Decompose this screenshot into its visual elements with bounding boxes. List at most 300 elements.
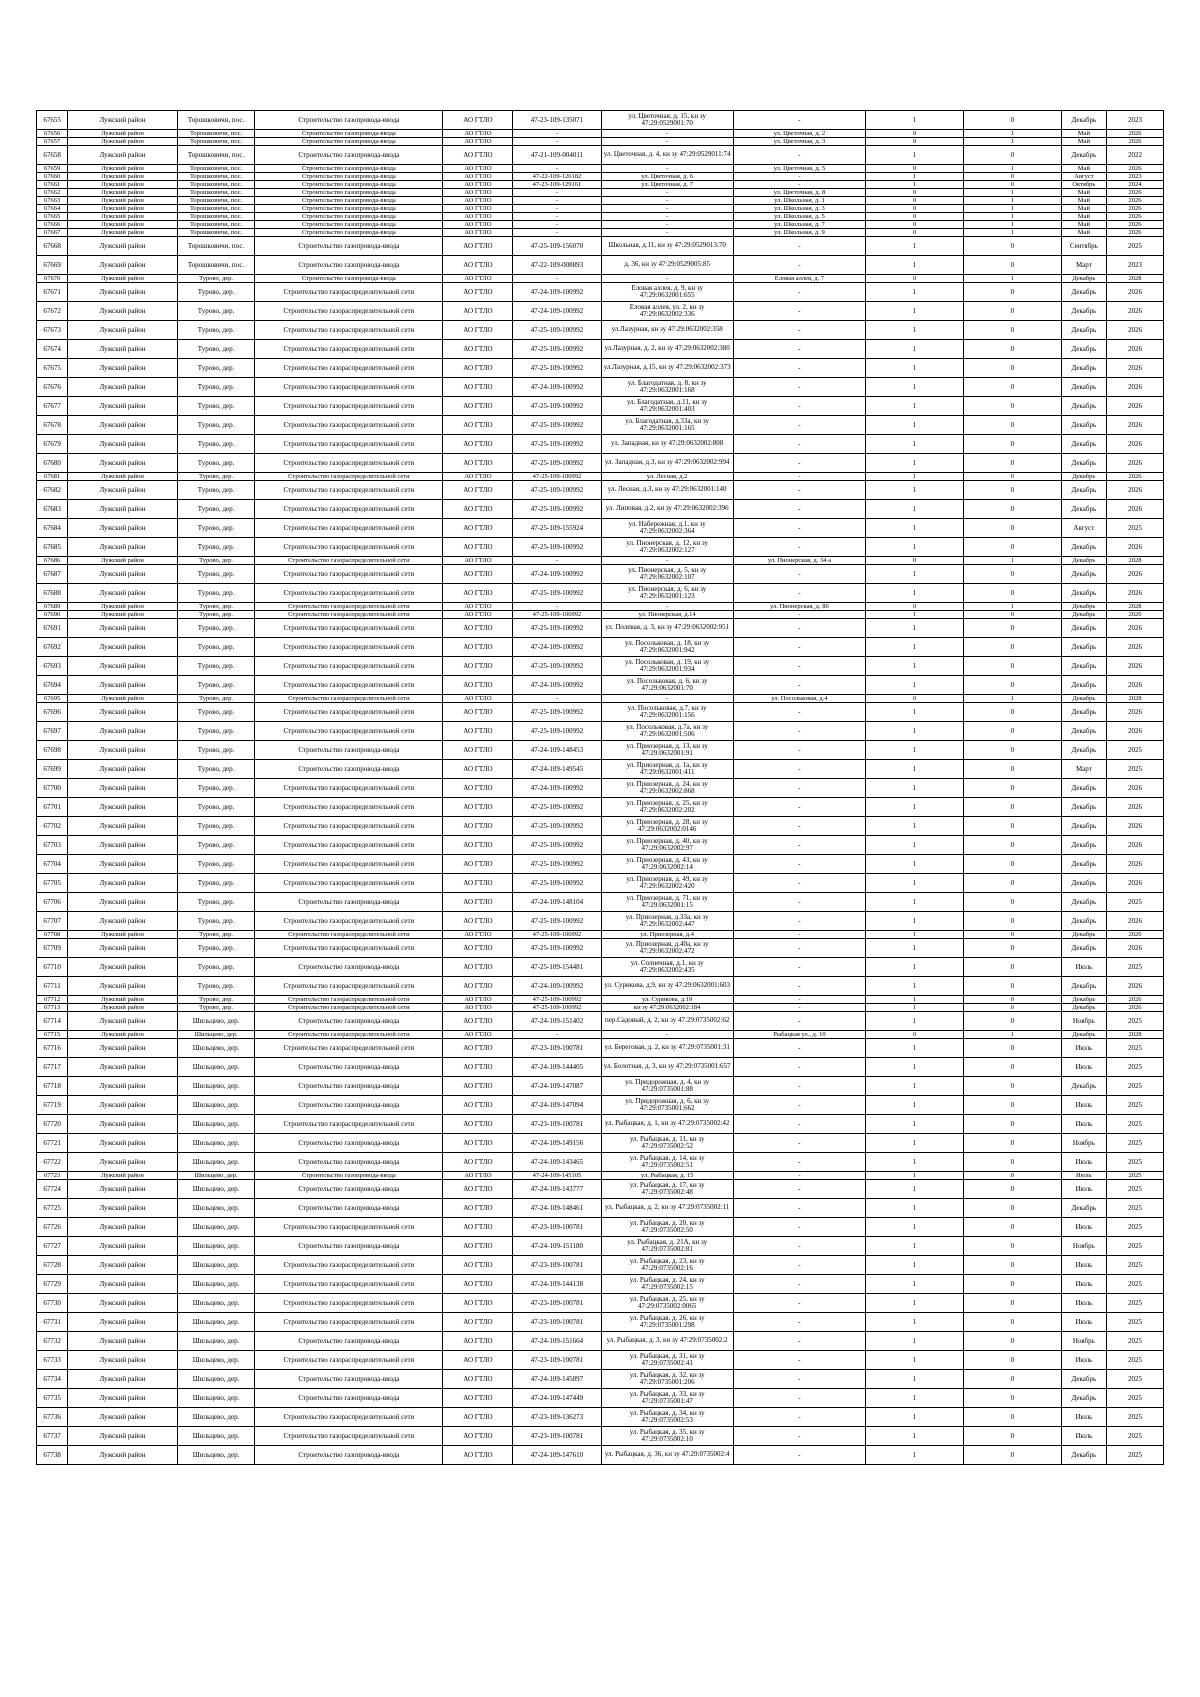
cell-district: Лужский район <box>68 481 178 500</box>
cell-work-type: Строительство газораспределительной сети <box>255 611 443 619</box>
cell-year: 2025 <box>1106 1427 1163 1446</box>
cell-planned-count: 0 <box>963 760 1061 779</box>
cell-month: Декабрь <box>1061 855 1106 874</box>
cell-planned-count: 0 <box>963 1039 1061 1058</box>
cell-application-number: 47-25-109-100992 <box>513 703 601 722</box>
cell-planned-address: - <box>733 538 865 557</box>
cell-planned-count: 0 <box>963 1408 1061 1427</box>
cell-row-id: 67707 <box>37 912 68 931</box>
cell-year: 2025 <box>1106 1180 1163 1199</box>
cell-district: Лужский район <box>68 996 178 1004</box>
cell-organization: АО ГТЛО <box>443 397 513 416</box>
cell-address: ул. Рыбацкая, д. 14, кн зу 47:29:0735002:51 <box>601 1153 733 1172</box>
cell-connected-count: 1 <box>866 584 964 603</box>
cell-settlement: Турово, дер. <box>177 378 254 397</box>
cell-planned-address: - <box>733 1058 865 1077</box>
cell-organization: АО ГТЛО <box>443 340 513 359</box>
cell-connected-count: 0 <box>866 229 964 237</box>
cell-address: ул. Приозерная, д. 49, кн зу 47:29:0632002:420 <box>601 874 733 893</box>
cell-application-number: 47-25-109-156070 <box>513 237 601 256</box>
cell-planned-count: 1 <box>963 165 1061 173</box>
cell-planned-address: - <box>733 817 865 836</box>
cell-connected-count: 0 <box>866 130 964 138</box>
cell-month: Ноябрь <box>1061 1332 1106 1351</box>
cell-year: 2026 <box>1106 302 1163 321</box>
cell-work-type: Строительство газораспределительной сети <box>255 931 443 939</box>
cell-month: Май <box>1061 165 1106 173</box>
cell-organization: АО ГТЛО <box>443 229 513 237</box>
cell-district: Лужский район <box>68 1446 178 1465</box>
cell-organization: АО ГТЛО <box>443 146 513 165</box>
cell-application-number: 47-23-109-136273 <box>513 1408 601 1427</box>
cell-row-id: 67666 <box>37 221 68 229</box>
cell-connected-count: 1 <box>866 173 964 181</box>
table-row <box>37 146 1164 165</box>
cell-organization: АО ГТЛО <box>443 874 513 893</box>
cell-connected-count: 1 <box>866 359 964 378</box>
cell-month: Май <box>1061 229 1106 237</box>
cell-connected-count: 1 <box>866 741 964 760</box>
cell-planned-count: 1 <box>963 130 1061 138</box>
table-row <box>37 1058 1164 1077</box>
cell-district: Лужский район <box>68 213 178 221</box>
cell-settlement: Шильцево, дер. <box>177 1134 254 1153</box>
cell-planned-address: - <box>733 931 865 939</box>
cell-connected-count: 1 <box>866 676 964 695</box>
cell-application-number: - <box>513 165 601 173</box>
cell-planned-count: 0 <box>963 1313 1061 1332</box>
cell-settlement: Турово, дер. <box>177 473 254 481</box>
table-row <box>37 977 1164 996</box>
cell-row-id: 67733 <box>37 1351 68 1370</box>
cell-organization: АО ГТЛО <box>443 359 513 378</box>
cell-year: 2026 <box>1106 283 1163 302</box>
cell-planned-count: 1 <box>963 189 1061 197</box>
cell-planned-address: - <box>733 321 865 340</box>
cell-year: 2025 <box>1106 760 1163 779</box>
cell-address: ул. Приозерная, д.4 <box>601 931 733 939</box>
cell-row-id: 67723 <box>37 1172 68 1180</box>
cell-settlement: Турово, дер. <box>177 340 254 359</box>
table-row <box>37 1096 1164 1115</box>
cell-connected-count: 1 <box>866 1408 964 1427</box>
table-row <box>37 416 1164 435</box>
cell-address: - <box>601 165 733 173</box>
cell-planned-count: 0 <box>963 1077 1061 1096</box>
cell-row-id: 67658 <box>37 146 68 165</box>
cell-planned-count: 0 <box>963 722 1061 741</box>
cell-application-number: 47-25-109-100992 <box>513 611 601 619</box>
cell-connected-count: 0 <box>866 603 964 611</box>
cell-connected-count: 1 <box>866 931 964 939</box>
cell-month: Декабрь <box>1061 638 1106 657</box>
cell-address: ул. Приозерная, д.40а, кн зу 47:29:0632002:472 <box>601 939 733 958</box>
cell-district: Лужский район <box>68 275 178 283</box>
cell-organization: АО ГТЛО <box>443 454 513 473</box>
cell-connected-count: 1 <box>866 1096 964 1115</box>
cell-organization: АО ГТЛО <box>443 130 513 138</box>
cell-year: 2025 <box>1106 958 1163 977</box>
cell-planned-address: ул. Цветочная, д. 5 <box>733 165 865 173</box>
cell-planned-count: 0 <box>963 874 1061 893</box>
cell-work-type: Строительство газораспределительной сети <box>255 996 443 1004</box>
cell-planned-count: 0 <box>963 958 1061 977</box>
cell-row-id: 67735 <box>37 1389 68 1408</box>
cell-planned-count: 0 <box>963 1275 1061 1294</box>
cell-address: ул.Лазурная, кн зу 47:29:0632002:358 <box>601 321 733 340</box>
cell-planned-address: - <box>733 798 865 817</box>
cell-month: Июль <box>1061 1218 1106 1237</box>
cell-work-type: Строительство газопровода-ввода <box>255 1389 443 1408</box>
cell-connected-count: 1 <box>866 1351 964 1370</box>
cell-district: Лужский район <box>68 657 178 676</box>
table-row <box>37 1172 1164 1180</box>
cell-planned-address: - <box>733 912 865 931</box>
cell-planned-count: 1 <box>963 197 1061 205</box>
cell-month: Июль <box>1061 1096 1106 1115</box>
cell-connected-count: 1 <box>866 321 964 340</box>
cell-organization: АО ГТЛО <box>443 779 513 798</box>
cell-work-type: Строительство газопровода-ввода <box>255 741 443 760</box>
table-row <box>37 676 1164 695</box>
cell-district: Лужский район <box>68 1370 178 1389</box>
cell-application-number: 47-23-109-100781 <box>513 1039 601 1058</box>
cell-settlement: Турово, дер. <box>177 657 254 676</box>
table-row <box>37 397 1164 416</box>
cell-work-type: Строительство газораспределительной сети <box>255 538 443 557</box>
cell-settlement: Турово, дер. <box>177 996 254 1004</box>
cell-organization: АО ГТЛО <box>443 996 513 1004</box>
cell-district: Лужский район <box>68 760 178 779</box>
cell-connected-count: 0 <box>866 197 964 205</box>
cell-planned-address: - <box>733 397 865 416</box>
cell-connected-count: 1 <box>866 1446 964 1465</box>
cell-year: 2026 <box>1106 638 1163 657</box>
cell-year: 2026 <box>1106 500 1163 519</box>
table-row <box>37 611 1164 619</box>
cell-year: 2026 <box>1106 619 1163 638</box>
cell-organization: АО ГТЛО <box>443 741 513 760</box>
cell-row-id: 67663 <box>37 197 68 205</box>
cell-organization: АО ГТЛО <box>443 817 513 836</box>
cell-district: Лужский район <box>68 1237 178 1256</box>
cell-work-type: Строительство газопровода-ввода <box>255 111 443 130</box>
cell-connected-count: 1 <box>866 958 964 977</box>
cell-row-id: 67695 <box>37 695 68 703</box>
cell-row-id: 67690 <box>37 611 68 619</box>
cell-row-id: 67676 <box>37 378 68 397</box>
cell-planned-count: 0 <box>963 1153 1061 1172</box>
cell-settlement: Турово, дер. <box>177 741 254 760</box>
cell-connected-count: 1 <box>866 283 964 302</box>
cell-settlement: Турово, дер. <box>177 416 254 435</box>
cell-month: Декабрь <box>1061 340 1106 359</box>
cell-address: ул. Рыбацкая, д. 25, кн зу 47:29:0735002:0065 <box>601 1294 733 1313</box>
cell-organization: АО ГТЛО <box>443 1180 513 1199</box>
cell-planned-address: - <box>733 500 865 519</box>
cell-planned-address: ул. Школьная, д. 5 <box>733 213 865 221</box>
cell-planned-address: - <box>733 1294 865 1313</box>
cell-month: Август <box>1061 519 1106 538</box>
cell-work-type: Строительство газораспределительной сети <box>255 836 443 855</box>
cell-address: - <box>601 130 733 138</box>
table-row <box>37 996 1164 1004</box>
cell-month: Март <box>1061 256 1106 275</box>
cell-district: Лужский район <box>68 638 178 657</box>
cell-settlement: Шильцево, дер. <box>177 1313 254 1332</box>
cell-organization: АО ГТЛО <box>443 1408 513 1427</box>
cell-application-number: 47-24-109-149156 <box>513 1134 601 1153</box>
cell-settlement: Торошковичи, пос. <box>177 130 254 138</box>
cell-connected-count: 1 <box>866 1294 964 1313</box>
cell-application-number: 47-24-109-148104 <box>513 893 601 912</box>
cell-planned-count: 0 <box>963 1446 1061 1465</box>
cell-month: Декабрь <box>1061 874 1106 893</box>
cell-month: Декабрь <box>1061 817 1106 836</box>
cell-application-number: 47-25-109-154481 <box>513 958 601 977</box>
cell-application-number: 47-24-109-100992 <box>513 565 601 584</box>
cell-work-type: Строительство газопровода-ввода <box>255 130 443 138</box>
cell-month: Май <box>1061 213 1106 221</box>
cell-organization: АО ГТЛО <box>443 435 513 454</box>
table-row <box>37 1153 1164 1172</box>
cell-settlement: Шильцево, дер. <box>177 1275 254 1294</box>
cell-connected-count: 1 <box>866 500 964 519</box>
cell-planned-address: - <box>733 1153 865 1172</box>
table-row <box>37 1012 1164 1031</box>
cell-district: Лужский район <box>68 302 178 321</box>
cell-work-type: Строительство газопровода-ввода <box>255 893 443 912</box>
cell-organization: АО ГТЛО <box>443 1351 513 1370</box>
cell-planned-count: 0 <box>963 146 1061 165</box>
cell-application-number: 47-22-109-008893 <box>513 256 601 275</box>
cell-year: 2023 <box>1106 173 1163 181</box>
cell-month: Июль <box>1061 1408 1106 1427</box>
cell-work-type: Строительство газораспределительной сети <box>255 302 443 321</box>
cell-year: 2026 <box>1106 836 1163 855</box>
cell-year: 2026 <box>1106 912 1163 931</box>
cell-planned-address: - <box>733 1237 865 1256</box>
cell-work-type: Строительство газораспределительной сети <box>255 1313 443 1332</box>
cell-month: Март <box>1061 760 1106 779</box>
cell-address: ул. Благодатная, д.11, кн зу 47:29:0632001:403 <box>601 397 733 416</box>
cell-work-type: Строительство газопровода-ввода <box>255 1172 443 1180</box>
cell-month: Июль <box>1061 1172 1106 1180</box>
cell-planned-count: 0 <box>963 1134 1061 1153</box>
cell-planned-count: 0 <box>963 1332 1061 1351</box>
cell-month: Декабрь <box>1061 722 1106 741</box>
cell-address: ул. Липовая, д.2, кн зу 47:29:0632002:396 <box>601 500 733 519</box>
cell-address: - <box>601 229 733 237</box>
cell-row-id: 67716 <box>37 1039 68 1058</box>
cell-application-number: 47-24-109-144138 <box>513 1275 601 1294</box>
cell-address: ул. Рыбацкая, д. 11, кн зу 47:29:0735002:52 <box>601 1134 733 1153</box>
cell-work-type: Строительство газораспределительной сети <box>255 603 443 611</box>
cell-connected-count: 1 <box>866 1256 964 1275</box>
cell-connected-count: 1 <box>866 996 964 1004</box>
cell-work-type: Строительство газораспределительной сети <box>255 855 443 874</box>
cell-application-number: 47-24-109-100992 <box>513 779 601 798</box>
cell-application-number: 47-24-109-145897 <box>513 1370 601 1389</box>
cell-year: 2025 <box>1106 1058 1163 1077</box>
cell-settlement: Турово, дер. <box>177 283 254 302</box>
cell-application-number: 47-25-109-100992 <box>513 397 601 416</box>
cell-address: ул. Посольковая, д. 6, кн зу 47:29:0632001:70 <box>601 676 733 695</box>
cell-application-number: 47-23-109-100781 <box>513 1351 601 1370</box>
cell-planned-count: 0 <box>963 584 1061 603</box>
cell-work-type: Строительство газопровода-ввода <box>255 229 443 237</box>
cell-year: 2026 <box>1106 817 1163 836</box>
cell-address: ул. Рыбацкая, д. 26, кн зу 47:29:0735001:298 <box>601 1313 733 1332</box>
cell-planned-count: 0 <box>963 1218 1061 1237</box>
cell-connected-count: 1 <box>866 893 964 912</box>
cell-district: Лужский район <box>68 146 178 165</box>
cell-organization: АО ГТЛО <box>443 722 513 741</box>
cell-settlement: Шильцево, дер. <box>177 1408 254 1427</box>
cell-month: Декабрь <box>1061 1389 1106 1408</box>
cell-application-number: 47-23-109-100781 <box>513 1427 601 1446</box>
cell-planned-address: - <box>733 1446 865 1465</box>
cell-row-id: 67722 <box>37 1153 68 1172</box>
cell-row-id: 67662 <box>37 189 68 197</box>
cell-year: 2026 <box>1106 416 1163 435</box>
cell-row-id: 67659 <box>37 165 68 173</box>
cell-district: Лужский район <box>68 695 178 703</box>
cell-address: ул. Рыбацкая, д. 24, кн зу 47:29:0735002:15 <box>601 1275 733 1294</box>
cell-month: Июль <box>1061 1427 1106 1446</box>
table-row <box>37 213 1164 221</box>
cell-district: Лужский район <box>68 817 178 836</box>
cell-planned-count: 0 <box>963 473 1061 481</box>
cell-planned-address: - <box>733 565 865 584</box>
cell-settlement: Торошковичи, пос. <box>177 205 254 213</box>
cell-year: 2025 <box>1106 1199 1163 1218</box>
cell-year: 2026 <box>1106 454 1163 473</box>
cell-month: Май <box>1061 189 1106 197</box>
cell-row-id: 67702 <box>37 817 68 836</box>
table-row <box>37 378 1164 397</box>
cell-month: Май <box>1061 130 1106 138</box>
cell-work-type: Строительство газораспределительной сети <box>255 519 443 538</box>
cell-settlement: Шильцево, дер. <box>177 1370 254 1389</box>
cell-settlement: Турово, дер. <box>177 855 254 874</box>
cell-row-id: 67731 <box>37 1313 68 1332</box>
cell-application-number: - <box>513 1031 601 1039</box>
cell-application-number: 47-25-109-100992 <box>513 416 601 435</box>
table-row <box>37 275 1164 283</box>
cell-work-type: Строительство газораспределительной сети <box>255 1218 443 1237</box>
cell-district: Лужский район <box>68 893 178 912</box>
cell-address: - <box>601 695 733 703</box>
cell-row-id: 67700 <box>37 779 68 798</box>
cell-district: Лужский район <box>68 703 178 722</box>
cell-district: Лужский район <box>68 173 178 181</box>
cell-district: Лужский район <box>68 359 178 378</box>
cell-year: 2025 <box>1106 519 1163 538</box>
cell-application-number: 47-25-109-100992 <box>513 874 601 893</box>
cell-connected-count: 1 <box>866 1332 964 1351</box>
cell-row-id: 67728 <box>37 1256 68 1275</box>
cell-settlement: Торошковичи, пос. <box>177 221 254 229</box>
cell-application-number: 47-25-109-100992 <box>513 657 601 676</box>
cell-address: ул. Приозерная, д.33а, кн зу 47:29:0632002:447 <box>601 912 733 931</box>
cell-planned-address: - <box>733 619 865 638</box>
cell-planned-address: - <box>733 722 865 741</box>
cell-planned-count: 0 <box>963 256 1061 275</box>
cell-planned-address: Рыбацкая ул., д. 10 <box>733 1031 865 1039</box>
cell-work-type: Строительство газопровода-ввода <box>255 958 443 977</box>
cell-planned-count: 0 <box>963 798 1061 817</box>
cell-work-type: Строительство газораспределительной сети <box>255 1275 443 1294</box>
cell-settlement: Турово, дер. <box>177 703 254 722</box>
cell-planned-count: 0 <box>963 340 1061 359</box>
cell-address: ул. Приозерная, д. 43, кн зу 47:29:0632002:14 <box>601 855 733 874</box>
cell-application-number: - <box>513 130 601 138</box>
cell-row-id: 67721 <box>37 1134 68 1153</box>
cell-address: - <box>601 557 733 565</box>
cell-planned-count: 0 <box>963 996 1061 1004</box>
cell-application-number: 47-24-109-100992 <box>513 676 601 695</box>
cell-planned-count: 1 <box>963 205 1061 213</box>
cell-row-id: 67682 <box>37 481 68 500</box>
cell-work-type: Строительство газораспределительной сети <box>255 779 443 798</box>
cell-district: Лужский район <box>68 454 178 473</box>
cell-connected-count: 1 <box>866 1012 964 1031</box>
cell-application-number: 47-24-109-151180 <box>513 1237 601 1256</box>
table-row <box>37 584 1164 603</box>
cell-row-id: 67694 <box>37 676 68 695</box>
cell-organization: АО ГТЛО <box>443 836 513 855</box>
cell-address: ул. Посольковая, д.7а, кн зу 47:29:0632001:506 <box>601 722 733 741</box>
cell-year: 2025 <box>1106 1332 1163 1351</box>
cell-month: Декабрь <box>1061 359 1106 378</box>
cell-settlement: Шильцево, дер. <box>177 1031 254 1039</box>
cell-planned-address: ул. Пионерская, д. 86 <box>733 603 865 611</box>
cell-organization: АО ГТЛО <box>443 519 513 538</box>
table-row <box>37 1134 1164 1153</box>
cell-work-type: Строительство газопровода-ввода <box>255 1332 443 1351</box>
cell-application-number: 47-23-109-100781 <box>513 1294 601 1313</box>
cell-planned-address: - <box>733 1408 865 1427</box>
cell-year: 2026 <box>1106 855 1163 874</box>
cell-month: Декабрь <box>1061 397 1106 416</box>
cell-year: 2026 <box>1106 221 1163 229</box>
cell-planned-address: - <box>733 1077 865 1096</box>
data-table <box>36 110 1164 1465</box>
cell-application-number: - <box>513 603 601 611</box>
cell-settlement: Турово, дер. <box>177 798 254 817</box>
cell-connected-count: 1 <box>866 435 964 454</box>
cell-planned-count: 0 <box>963 1256 1061 1275</box>
cell-planned-address: - <box>733 1313 865 1332</box>
table-row <box>37 1180 1164 1199</box>
cell-application-number: 47-23-109-129161 <box>513 181 601 189</box>
cell-address: ул. Рыбацкая, д. 32, кн зу 47:29:0735001:206 <box>601 1370 733 1389</box>
cell-planned-count: 0 <box>963 283 1061 302</box>
cell-month: Декабрь <box>1061 1004 1106 1012</box>
cell-address: ул. Рыбацкая, д. 3, кн зу 47:29:0735002:2 <box>601 1332 733 1351</box>
cell-organization: АО ГТЛО <box>443 500 513 519</box>
cell-year: 2026 <box>1106 378 1163 397</box>
cell-month: Июль <box>1061 1275 1106 1294</box>
cell-application-number: 47-23-109-100781 <box>513 1256 601 1275</box>
cell-planned-address: - <box>733 1256 865 1275</box>
cell-month: Декабрь <box>1061 378 1106 397</box>
cell-address: ул. Посольковая, д. 18, кн зу 47:29:0632001:942 <box>601 638 733 657</box>
cell-connected-count: 1 <box>866 1199 964 1218</box>
cell-district: Лужский район <box>68 1351 178 1370</box>
cell-address: ул. Пионерская, д. 6, кн зу 47:29:0632001:123 <box>601 584 733 603</box>
